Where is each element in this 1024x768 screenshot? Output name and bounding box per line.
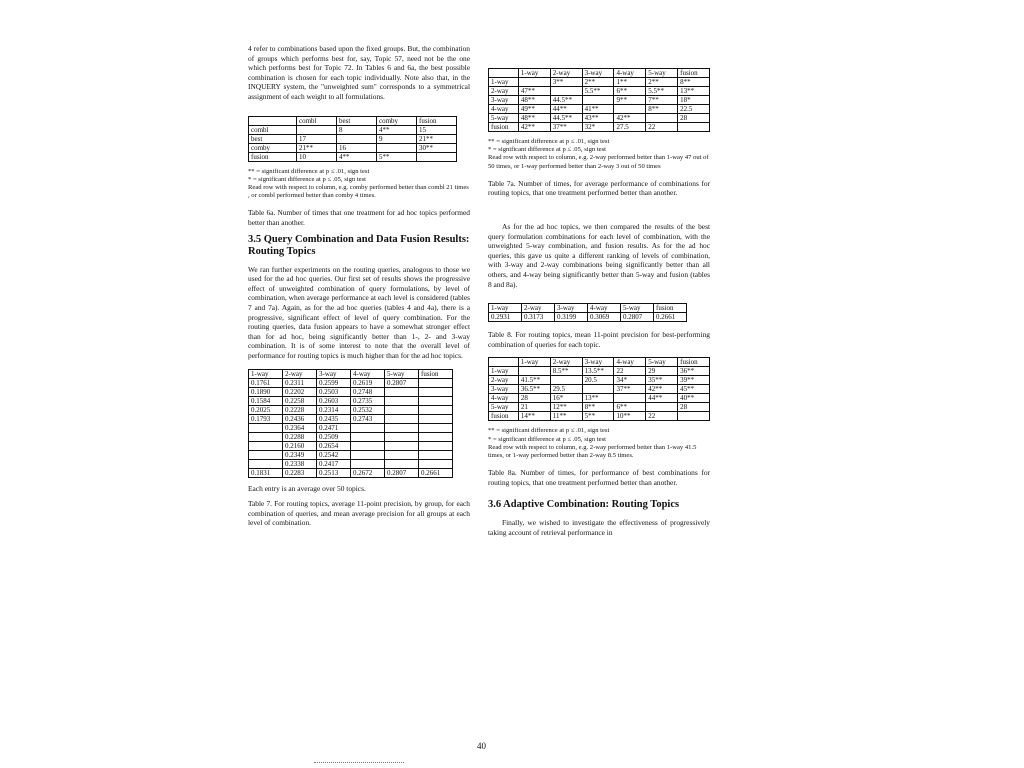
table-cell: 6**: [614, 403, 646, 412]
table-cell: 44.5**: [550, 96, 582, 105]
table-cell: 0.1584: [249, 396, 283, 405]
table-row: [489, 114, 710, 123]
section-heading-3-6: 3.6 Adaptive Combination: Routing Topics: [488, 499, 680, 511]
table-cell: 0.2417: [317, 459, 351, 468]
table-cell: 10: [297, 152, 337, 161]
table-cell: 1-way: [489, 78, 519, 87]
table-cell: 5-way: [489, 403, 519, 412]
table-cell: 0.2288: [283, 432, 317, 441]
table-cell: 0.2311: [283, 378, 317, 387]
table-cell: 8**: [582, 403, 614, 412]
table-cell: 36**: [678, 367, 710, 376]
table-cell: comby: [249, 143, 297, 152]
table-header-row: [249, 369, 453, 378]
table-cell: 1-way: [489, 304, 522, 313]
table-cell: 8**: [678, 78, 710, 87]
table-cell: 8.5**: [550, 367, 582, 376]
table-cell: 49**: [518, 105, 550, 114]
note-line: ** = significant difference at p ≤ .01, sign test: [248, 167, 370, 175]
table-cell: 44.5**: [550, 114, 582, 123]
table-cell: [646, 114, 678, 123]
table-cell: [419, 387, 453, 396]
table-cell: 2-way: [550, 358, 582, 367]
table-cell: [518, 367, 550, 376]
table-cell: [385, 387, 419, 396]
table-cell: 0.1793: [249, 414, 283, 423]
table-cell: 5-way: [646, 69, 678, 78]
intro-paragraph: 4 refer to combinations based upon the fixed groups. But, the combination of groups which performs best for, say, Topic 57, need not be the one which performs best for Topic 72. In Tables 6 and 6a, the best possible combination is chosen for each topic individually. Note also that, in the INQUERY system, the "unweighted sum" corresponds to a symmetrical assignment of each weight to all formulations.: [248, 44, 470, 101]
table-row: [249, 432, 453, 441]
table-cell: 28: [518, 394, 550, 403]
table-row: [249, 459, 453, 468]
table-cell: 0.2807: [621, 313, 654, 322]
table-cell: 1-way: [518, 69, 550, 78]
table-cell: 2-way: [489, 87, 519, 96]
table-cell: 8**: [646, 105, 678, 114]
table-cell: 28: [678, 403, 710, 412]
table-cell: 0.2349: [283, 450, 317, 459]
table-cell: [249, 423, 283, 432]
table-cell: 5.5**: [646, 87, 678, 96]
table-6a-notes: [248, 168, 470, 201]
table-cell: 47**: [518, 87, 550, 96]
table-cell: 0.2599: [317, 378, 351, 387]
table-row: [249, 468, 453, 477]
table-cell: [385, 396, 419, 405]
footer-rule: [314, 762, 404, 763]
table-6a-caption: Table 6a. Number of times that one treatment for ad hoc topics performed better than another.: [248, 208, 470, 227]
table-cell: 45**: [678, 385, 710, 394]
table-cell: 0.3199: [555, 313, 588, 322]
table-cell: 17: [297, 134, 337, 143]
table-cell: 37**: [550, 123, 582, 132]
table-8a: [488, 357, 710, 421]
note-line: * = significant difference at p ≤ .05, sign test: [488, 435, 606, 443]
table-7a-caption: Table 7a. Number of times, for average performance of combinations for routing topics, that one treatment performed better than another.: [488, 178, 710, 198]
table-cell: [337, 134, 377, 143]
table-cell: 12**: [550, 403, 582, 412]
table-cell: 0.2436: [283, 414, 317, 423]
table-cell: 4**: [377, 125, 417, 134]
paragraph-best-combinations: As for the ad hoc topics, we then compared the results of the best query formulation combinations for each level of combination, with the unweighted 5-way combination, and fusion results. As for the ad hoc queries, this gave us quite a different ranking of levels of combination, with 3-way and 2-way combinations being significantly better than all others, and 4-way being significantly better than 5-way and fusion (tables 8 and 8a).: [488, 222, 710, 289]
table-cell: 0.2743: [351, 414, 385, 423]
table-cell: 3**: [550, 78, 582, 87]
table-cell: 3-way: [582, 69, 614, 78]
table-cell: 34*: [614, 376, 646, 385]
table-cell: 2**: [582, 78, 614, 87]
table-cell: [385, 450, 419, 459]
table-cell: 0.2748: [351, 387, 385, 396]
table-cell: 0.2619: [351, 378, 385, 387]
table-cell: 4-way: [351, 369, 385, 378]
table-cell: [550, 87, 582, 96]
table-cell: 32*: [582, 123, 614, 132]
table-cell: 44**: [550, 105, 582, 114]
table-cell: fusion: [678, 69, 710, 78]
table-cell: 5**: [582, 412, 614, 421]
table-cell: 21**: [297, 143, 337, 152]
table-cell: 22: [646, 123, 678, 132]
table-cell: 22: [614, 367, 646, 376]
table-cell: fusion: [489, 412, 519, 421]
table-cell: [419, 414, 453, 423]
table-cell: 3-way: [582, 358, 614, 367]
table-cell: 0.2314: [317, 405, 351, 414]
table-cell: 0.2661: [654, 313, 687, 322]
table-cell: 0.2228: [283, 405, 317, 414]
table-cell: [419, 405, 453, 414]
table-row: [249, 405, 453, 414]
table-cell: 1-way: [249, 369, 283, 378]
table-row: [489, 376, 710, 385]
table-cell: 10**: [614, 412, 646, 421]
table-cell: [518, 78, 550, 87]
table-cell: 0.1831: [249, 468, 283, 477]
table-cell: 44**: [646, 394, 678, 403]
table-cell: [419, 378, 453, 387]
table-cell: [377, 143, 417, 152]
table-row: [249, 125, 457, 134]
table-cell: [351, 423, 385, 432]
table-cell: 42**: [646, 385, 678, 394]
table-cell: [489, 69, 519, 78]
table-cell: 11**: [550, 412, 582, 421]
note-line: ** = significant difference at p ≤ .01, sign test: [488, 138, 610, 145]
table-cell: 13.5**: [582, 367, 614, 376]
note-line: Read row with respect to column, e.g. 2-way performed better than 1-way 41.5 times, or 1-way performed better than 2-way 8.5 times.: [488, 443, 697, 459]
table-8a-notes: [488, 427, 710, 460]
table-cell: [419, 450, 453, 459]
table-cell: 3-way: [555, 304, 588, 313]
table-cell: 22: [646, 412, 678, 421]
table-cell: 2-way: [522, 304, 555, 313]
table-row: [489, 394, 710, 403]
table-cell: [678, 123, 710, 132]
table-cell: 0.2503: [317, 387, 351, 396]
table-header-row: [489, 69, 710, 78]
table-row: [249, 152, 457, 161]
table-cell: 3-way: [489, 385, 519, 394]
table-cell: 22.5: [678, 105, 710, 114]
table-cell: 0.2025: [249, 405, 283, 414]
table-cell: 0.2364: [283, 423, 317, 432]
table-cell: 42**: [614, 114, 646, 123]
table-cell: [351, 450, 385, 459]
table-cell: 0.2542: [317, 450, 351, 459]
table-cell: 3-way: [317, 369, 351, 378]
table-row: [249, 450, 453, 459]
table-7a: [488, 68, 710, 132]
table-7-note: Each entry is an average over 50 topics.: [248, 483, 366, 493]
table-cell: [385, 405, 419, 414]
table-7: [248, 369, 453, 478]
table-cell: 2-way: [489, 376, 519, 385]
table-cell: [385, 414, 419, 423]
table-cell: 37**: [614, 385, 646, 394]
table-row: [489, 367, 710, 376]
table-row: [489, 78, 710, 87]
table-cell: 0.2931: [489, 313, 522, 322]
table-cell: 4-way: [489, 105, 519, 114]
table-cell: [385, 459, 419, 468]
table-cell: [351, 459, 385, 468]
table-cell: 0.3173: [522, 313, 555, 322]
table-cell: best: [337, 116, 377, 125]
table-header-row: [489, 304, 687, 313]
section-3-6-text: Finally, we wished to investigate the effectiveness of progressively taking account of retrieval performance in: [488, 518, 710, 537]
table-row: [489, 87, 710, 96]
table-cell: 0.1761: [249, 378, 283, 387]
table-cell: combl: [297, 116, 337, 125]
table-cell: 4-way: [588, 304, 621, 313]
table-cell: 0.2513: [317, 468, 351, 477]
table-cell: [351, 441, 385, 450]
table-cell: 1-way: [518, 358, 550, 367]
table-cell: 16*: [550, 394, 582, 403]
table-cell: [249, 450, 283, 459]
table-cell: 42**: [518, 123, 550, 132]
table-row: [249, 134, 457, 143]
table-cell: 2-way: [550, 69, 582, 78]
table-cell: 30**: [417, 143, 457, 152]
table-cell: 9**: [614, 96, 646, 105]
note-line: Read row with respect to column, e.g. comby performed better than combl 21 times , or combl performed better than comby 4 times.: [248, 183, 469, 200]
table-row: [489, 105, 710, 114]
table-cell: 40**: [678, 394, 710, 403]
table-cell: 0.2532: [351, 405, 385, 414]
table-8-caption: Table 8. For routing topics, mean 11-point precision for best-performing combination of queries for each topic.: [488, 330, 710, 349]
table-cell: 14**: [518, 412, 550, 421]
table-8a-caption: Table 8a. Number of times, for performance of best combinations for routing topics, that one treatment performed better than another.: [488, 468, 710, 487]
table-cell: 7**: [646, 96, 678, 105]
table-7a-notes: [488, 138, 710, 171]
table-row: [249, 423, 453, 432]
table-cell: 5.5**: [582, 87, 614, 96]
table-cell: 0.2283: [283, 468, 317, 477]
table-cell: 27.5: [614, 123, 646, 132]
table-cell: [385, 432, 419, 441]
table-cell: 39**: [678, 376, 710, 385]
table-cell: 1**: [614, 78, 646, 87]
table-cell: 9: [377, 134, 417, 143]
table-cell: [550, 376, 582, 385]
table-cell: 0.1890: [249, 387, 283, 396]
table-cell: [614, 105, 646, 114]
table-cell: 35**: [646, 376, 678, 385]
table-cell: comby: [377, 116, 417, 125]
table-cell: best: [249, 134, 297, 143]
table-cell: 0.2435: [317, 414, 351, 423]
table-cell: 36.5**: [518, 385, 550, 394]
table-row: [489, 313, 687, 322]
table-cell: [419, 396, 453, 405]
table-7-caption: Table 7. For routing topics, average 11-point precision, by group, for each combination of queries, and mean average precision for all groups at each level of combination.: [248, 499, 470, 528]
table-cell: 0.2672: [351, 468, 385, 477]
table-cell: 1-way: [489, 367, 519, 376]
table-cell: 0.2603: [317, 396, 351, 405]
table-cell: 0.2735: [351, 396, 385, 405]
table-cell: 18*: [678, 96, 710, 105]
table-cell: 0.2654: [317, 441, 351, 450]
table-cell: 21**: [417, 134, 457, 143]
table-cell: 6**: [614, 87, 646, 96]
table-cell: [419, 423, 453, 432]
table-cell: [419, 432, 453, 441]
table-row: [489, 403, 710, 412]
table-cell: 5-way: [385, 369, 419, 378]
table-cell: 16: [337, 143, 377, 152]
table-cell: fusion: [678, 358, 710, 367]
table-cell: [489, 358, 519, 367]
table-cell: fusion: [249, 152, 297, 161]
table-cell: 28: [678, 114, 710, 123]
table-row: [249, 378, 453, 387]
left-column: [248, 44, 470, 528]
table-cell: 21: [518, 403, 550, 412]
table-cell: [582, 96, 614, 105]
table-cell: 3-way: [489, 96, 519, 105]
table-cell: 48**: [518, 96, 550, 105]
table-cell: 4-way: [614, 69, 646, 78]
table-cell: 4-way: [614, 358, 646, 367]
section-heading-3-5: 3.5 Query Combination and Data Fusion Results: Routing Topics: [248, 233, 470, 257]
table-cell: 0.2202: [283, 387, 317, 396]
table-cell: [646, 403, 678, 412]
table-cell: [249, 432, 283, 441]
table-cell: 48**: [518, 114, 550, 123]
table-cell: fusion: [654, 304, 687, 313]
table-8: [488, 303, 687, 322]
table-cell: 5-way: [646, 358, 678, 367]
table-row: [249, 396, 453, 405]
table-cell: [249, 459, 283, 468]
table-cell: fusion: [489, 123, 519, 132]
table-cell: 41**: [582, 105, 614, 114]
note-line: ** = significant difference at p ≤ .01, sign test: [488, 427, 610, 435]
section-3-5-text: We ran further experiments on the routing queries, analogous to those we used for the ad hoc queries. Our first set of results shows the progressive effect of unweighted combination of query formulations, by level of combination, when average performance at each level is considered (tables 7 and 7a). Again, as for the ad hoc queries (tables 4 and 4a), there is a progressive, significant effect of level of query combination. For the routing queries, data fusion appears to have a somewhat stronger effect than for ad hoc, being significantly better than 1-, 2- and 3-way combination. It is of some interest to note that the overall level of performance for routing topics is much higher than for the ad hoc topics.: [248, 264, 470, 360]
right-column: [488, 44, 710, 545]
table-cell: 5**: [377, 152, 417, 161]
table-cell: 0.2509: [317, 432, 351, 441]
table-cell: 8: [337, 125, 377, 134]
table-cell: 15: [417, 125, 457, 134]
table-cell: [419, 459, 453, 468]
table-header-row: [249, 116, 457, 125]
table-cell: 0.2471: [317, 423, 351, 432]
table-row: [249, 441, 453, 450]
note-line: * = significant difference at p ≤ .05, sign test: [248, 175, 366, 183]
table-cell: [678, 412, 710, 421]
table-cell: 0.2258: [283, 396, 317, 405]
table-cell: 29.5: [550, 385, 582, 394]
table-header-row: [489, 358, 710, 367]
table-cell: [385, 441, 419, 450]
table-row: [249, 387, 453, 396]
table-cell: 2**: [646, 78, 678, 87]
table-cell: 13**: [582, 394, 614, 403]
table-cell: 41.5**: [518, 376, 550, 385]
table-cell: 29: [646, 367, 678, 376]
table-cell: 2-way: [283, 369, 317, 378]
table-cell: [385, 423, 419, 432]
table-cell: [249, 441, 283, 450]
table-cell: 4-way: [489, 394, 519, 403]
table-cell: [582, 385, 614, 394]
table-cell: combl: [249, 125, 297, 134]
note-line: Read row with respect to column, e.g. 2-way performed better than 1-way 47 out of 50 times, or 1-way performed better than 2-way 3 out of 50 times: [488, 154, 709, 170]
table-cell: [419, 441, 453, 450]
note-line: * = significant difference at p ≤ .05, sign test: [488, 146, 606, 154]
table-cell: [614, 394, 646, 403]
table-cell: 0.2807: [385, 378, 419, 387]
table-cell: 0.2807: [385, 468, 419, 477]
table-cell: fusion: [419, 369, 453, 378]
table-row: [489, 385, 710, 394]
table-cell: 0.3069: [588, 313, 621, 322]
table-cell: [249, 116, 297, 125]
table-cell: 5-way: [621, 304, 654, 313]
table-cell: [351, 432, 385, 441]
table-cell: fusion: [417, 116, 457, 125]
table-cell: 5-way: [489, 114, 519, 123]
table-cell: 0.2661: [419, 468, 453, 477]
table-cell: [417, 152, 457, 161]
table-cell: 13**: [678, 87, 710, 96]
table-cell: 0.2160: [283, 441, 317, 450]
table-row: [489, 412, 710, 421]
table-cell: 43**: [582, 114, 614, 123]
table-6a: [248, 116, 457, 162]
table-cell: 0.2338: [283, 459, 317, 468]
table-cell: 4**: [337, 152, 377, 161]
table-row: [489, 123, 710, 132]
table-row: [249, 414, 453, 423]
table-row: [489, 96, 710, 105]
table-cell: [297, 125, 337, 134]
table-cell: 20.5: [582, 376, 614, 385]
page-number: 40: [477, 741, 486, 751]
table-row: [249, 143, 457, 152]
